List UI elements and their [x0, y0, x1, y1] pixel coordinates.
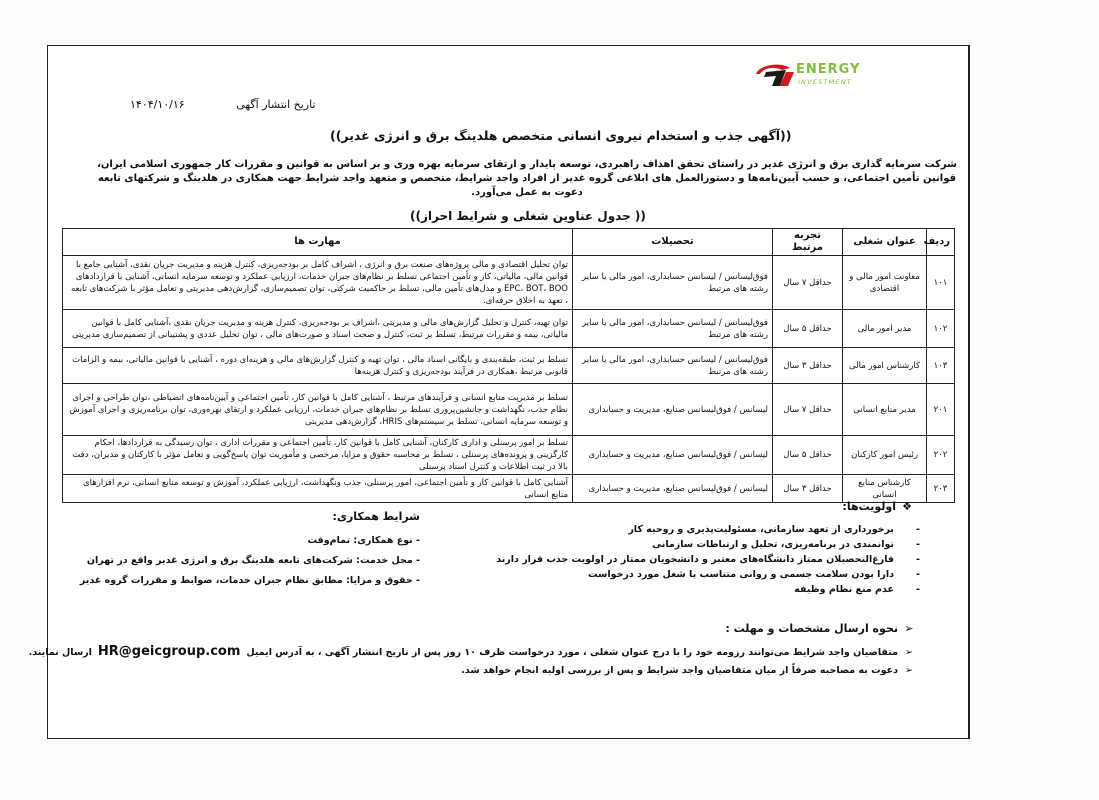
header-experience: تجربه مرتبط: [773, 229, 843, 256]
submission-heading: ➢نحوه ارسال مشخصات و مهلت :: [725, 622, 920, 635]
interview-note: ➢دعوت به مصاحبه صرفاً از میان متقاضیان واجد شرایط و پس از بررسی اولیه انجام خواهد شد.: [461, 665, 920, 676]
row-number: ۱۰۳: [927, 348, 955, 384]
job-skills: توان تحلیل اقتصادی و مالی پروژه‌های صنعت برق و انرژی ، اشراف کامل بر بودجه‌ریزی، کنترل هزینه و مدیریت جریان نقدی، آشنایی جامع با قوانین مالی، مالیاتی، کار و تأمین اجتماعی تسلط بر نظام‌های جبران خدمات، ارزیابی عملکرد و توسعه سرمایه انسانی، آشنایی با قراردادهای EPC، BOT، BOO و مدل‌های تأمین مالی، تسلط بر حاکمیت شرکتی، توان تصمیم‌سازی، گزارش‌دهی مدیریتی و تعامل مؤثر با شرکت‌های تابعه ، تعهد به اخلاق حرفه‌ای.: [63, 256, 573, 310]
header-education: تحصیلات: [573, 229, 773, 256]
list-item: -دارا بودن سلامت جسمی و روانی متناسب با شغل مورد درخواست: [587, 569, 920, 580]
job-skills: تسلط بر امور پرسنلی و اداری کارکنان، آشنایی کامل با قوانین کار، تأمین اجتماعی و مقررات اداری ، توان رسیدگی به قراردادها، احکام کارگزینی و پرونده‌های پرسنلی ، تسلط بر محاسبه حقوق و مزایا، مرخصی و مأموریت توان پاسخ‌گویی و تعامل مؤثر با کارکنان و مدیران، دقت بالا در ثبت اطلاعات و کنترل اسناد پرسنلی: [63, 436, 573, 475]
job-title: مدیر منابع انسانی: [843, 384, 927, 436]
intro-paragraph: شرکت سرمایه گذاری برق و انرژی غدیر در راستای تحقق اهداف راهبردی، توسعه پایدار و ارتقای سرمایه بهره وری و بر اساس به قوانین و مقررات کار جمهوری اسلامی ایران، قوانین تأمین اجتماعی، و حسب آیین‌نامه‌ها و دستورالعمل های ابلاغی گروه غدیر از افراد واجد شرایط، متخصص و متعهد واجد شرایط جهت همکاری در هلدینگ و شرکتهای تابعه دعوت به عمل می‌آورد.: [97, 159, 957, 198]
logo-word: ENERGY: [796, 62, 861, 77]
job-education: لیسانس / فوق‌لیسانس صنایع، مدیریت و حسابداری: [573, 475, 773, 503]
job-skills: تسلط بر ثبت، طبقه‌بندی و بایگانی اسناد مالی ، توان تهیه و کنترل گزارش‌های مالی و هزینه‌ای دوره ، آشنایی با قوانین مالیاتی، بیمه و الزامات قانونی مرتبط ،همکاری در فرآیند بودجه‌ریزی و کنترل هزینه‌ها: [63, 348, 573, 384]
list-item: - حقوق و مزایا: مطابق نظام جبران خدمات، ضوابط و مقررات گروه غدیر: [79, 575, 420, 586]
logo-subtitle: INVESTMENT: [798, 78, 852, 86]
job-education: فوق‌لیسانس / لیسانس حسابداری، امور مالی یا سایر رشته های مرتبط: [573, 348, 773, 384]
job-education: لیسانس / فوق‌لیسانس صنایع، مدیریت و حسابداری: [573, 384, 773, 436]
job-title: مدیر امور مالی: [843, 310, 927, 348]
table-title: (( جدول عناوین شغلی و شرایط احراز)): [410, 209, 646, 223]
job-skills: توان تهیه، کنترل و تحلیل گزارش‌های مالی و مدیریتی ،اشراف بر بودجه‌ریزی، کنترل هزینه و مدیریت جریان نقدی ،آشنایی کامل با قوانین مالیاتی، بیمه و مقررات مرتبط، تسلط بر ثبت، کنترل و صحت اسناد و صورت‌های مالی ، توان تحلیل عددی و پشتیبانی از تصمیم‌سازی مدیریتی: [63, 310, 573, 348]
job-experience: حداقل ۷ سال: [773, 384, 843, 436]
list-item: -عدم منع نظام وظیفه: [794, 584, 920, 595]
job-experience: حداقل ۳ سال: [773, 348, 843, 384]
job-skills: تسلط بر مدیریت منابع انسانی و فرآیندهای مرتبط ، آشنایی کامل با قوانین کار، تأمین اجتماعی و آیین‌نامه‌های انضباطی ،توان طراحی و اجرای نظام جذب، نگهداشت و جانشین‌پروری تسلط بر نظام‌های جبران خدمات، ارزیابی عملکرد و ارتقای بهره‌وری، توان برنامه‌ریزی و اجرای آموزش و توسعه سرمایه انسانی، تسلط بر سیستم‌های HRIS، گزارش‌دهی مدیریتی: [63, 384, 573, 436]
job-education: فوق‌لیسانس / لیسانس حسابداری، امور مالی یا سایر رشته های مرتبط: [573, 310, 773, 348]
publish-date-label: تاریخ انتشار آگهی: [236, 98, 316, 111]
row-number: ۲۰۱: [927, 384, 955, 436]
arrow-bullet-icon: ➢: [904, 622, 914, 635]
row-number: ۲۰۲: [927, 436, 955, 475]
company-logo: [752, 60, 902, 90]
publish-date: [130, 98, 316, 111]
job-experience: حداقل ۵ سال: [773, 436, 843, 475]
diamond-bullet-icon: ❖: [902, 500, 912, 513]
row-number: ۱۰۱: [927, 256, 955, 310]
table-row: [63, 256, 955, 310]
row-number: ۲۰۳: [927, 475, 955, 503]
list-item: - محل خدمت: شرکت‌های تابعه هلدینگ برق و انرژی غدیر واقع در تهران: [86, 555, 420, 566]
priorities-heading: ❖اولویت‌ها:: [842, 500, 918, 513]
list-item: -توانمندی در برنامه‌ریزی، تحلیل و ارتباطات سازمانی: [652, 539, 920, 550]
table-row: [63, 475, 955, 503]
email-address[interactable]: HR@geicgroup.com: [97, 644, 241, 659]
job-title: کارشناس امور مالی: [843, 348, 927, 384]
list-item: -فارغ‌التحصیلان ممتاز دانشگاه‌های معتبر و دانشجویان ممتاز در اولویت جذب قرار دارند: [496, 554, 920, 565]
cooperation-heading: شرایط همکاری:: [332, 510, 420, 523]
table-row: [63, 348, 955, 384]
job-experience: حداقل ۳ سال: [773, 475, 843, 503]
logo-mark-icon: [752, 60, 796, 90]
header-skills: مهارت ها: [63, 229, 573, 256]
publish-date-value: ۱۴۰۴/۱۰/۱۶: [130, 98, 185, 111]
table-header-row: [63, 229, 955, 256]
page-title: ((آگهی جذب و استخدام نیروی انسانی متخصص هلدینگ برق و انرژی غدیر)): [330, 128, 792, 143]
row-number: ۱۰۲: [927, 310, 955, 348]
job-title: کارشناس منابع انسانی: [843, 475, 927, 503]
job-education: لیسانس / فوق‌لیسانس صنایع، مدیریت و حسابداری: [573, 436, 773, 475]
table-row: [63, 384, 955, 436]
list-item: -برخورداری از تعهد سازمانی، مسئولیت‌پذیری و روحیه کار: [628, 524, 920, 535]
arrow-bullet-icon: ➢: [905, 647, 913, 658]
job-title: معاونت امور مالی و اقتصادی: [843, 256, 927, 310]
priorities-list: [420, 522, 920, 597]
table-row: [63, 310, 955, 348]
jobs-table: [62, 228, 955, 503]
job-education: فوق‌لیسانس / لیسانس حسابداری، امور مالی یا سایر رشته های مرتبط: [573, 256, 773, 310]
submission-instructions: ➢متقاضیان واجد شرایط می‌توانند رزومه خود را با درج عنوان شغلی ، مورد درخواست ظرف ۱۰ روز پس از تاریخ انتشار آگهی ، به آدرس ایمیلHR@geicgroup.comارسال نمایند.: [29, 644, 920, 659]
cooperation-section: [79, 510, 420, 591]
header-job-title: عنوان شغلی: [843, 229, 927, 256]
job-skills: آشنایی کامل با قوانین کار و تأمین اجتماعی، امور پرسنلی، جذب ونگهداشت، ارزیابی عملکرد، آموزش و توسعه منابع انسانی، نرم افزارهای منابع انسانی: [63, 475, 573, 503]
table-row: [63, 436, 955, 475]
job-experience: حداقل ۵ سال: [773, 310, 843, 348]
list-item: - نوع همکاری: تمام‌وقت: [307, 535, 420, 546]
header-row-no: ردیف: [927, 229, 955, 256]
arrow-bullet-icon: ➢: [905, 665, 913, 676]
job-experience: حداقل ۷ سال: [773, 256, 843, 310]
job-title: رئیس امور کارکنان: [843, 436, 927, 475]
